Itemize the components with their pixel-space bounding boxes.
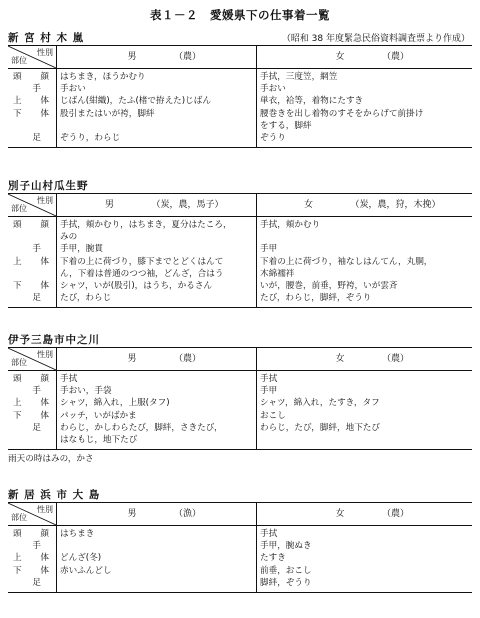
part-label-first: 頭 bbox=[13, 220, 22, 230]
male-label: 男 bbox=[127, 508, 137, 519]
diagonal-header bbox=[8, 194, 56, 216]
body-row bbox=[8, 217, 472, 308]
part-label-first: 上 bbox=[13, 256, 22, 267]
male-text-line: 股引またはいが袴，脚絆 bbox=[60, 108, 155, 119]
body-row bbox=[8, 526, 472, 593]
female-text-line: たび，わらじ，脚絆，ぞうり bbox=[260, 293, 372, 304]
part-label-first: 上 bbox=[13, 96, 22, 107]
male-text-line: 手拭，頬かむり，はちまき，夏分はたころ， bbox=[60, 220, 232, 230]
female-occupation: （農） bbox=[381, 508, 409, 519]
part-label-first: 下 bbox=[13, 410, 22, 421]
male-text-line: 手おい bbox=[60, 84, 86, 95]
male-block bbox=[60, 577, 253, 589]
section-3 bbox=[8, 332, 472, 464]
part-label-second: 体 bbox=[40, 553, 49, 564]
female-block bbox=[260, 132, 469, 144]
female-block bbox=[260, 243, 469, 255]
male-block bbox=[60, 243, 253, 255]
part-block bbox=[11, 528, 53, 540]
female-block bbox=[260, 373, 469, 385]
male-occupation: （農） bbox=[173, 353, 201, 364]
male-occupation: （漁） bbox=[173, 508, 201, 519]
male-block bbox=[60, 373, 253, 385]
female-column bbox=[257, 526, 473, 593]
part-label-first: 下 bbox=[13, 280, 22, 291]
part-label-second: 体 bbox=[40, 565, 49, 576]
section-heading bbox=[8, 30, 472, 45]
corner-sex-label: 性別 bbox=[37, 48, 53, 57]
male-label: 男 bbox=[104, 199, 114, 210]
part-block bbox=[11, 95, 53, 107]
female-label: 女 bbox=[303, 199, 313, 210]
female-block bbox=[260, 256, 469, 280]
female-text-line: たすき bbox=[260, 553, 286, 564]
section-location: 伊予三島市中之川 bbox=[8, 334, 100, 346]
female-text-line: 腰巻きを出し着物のすそをからげて前掛け bbox=[260, 108, 424, 119]
part-label: 手 bbox=[32, 386, 41, 397]
male-column-header bbox=[57, 503, 257, 526]
part-label bbox=[11, 280, 53, 292]
corner-sex-label: 性別 bbox=[37, 196, 53, 205]
male-text-line: はちまき，ほうかむり bbox=[60, 72, 146, 82]
female-block bbox=[260, 385, 469, 397]
male-occupation: （農） bbox=[173, 51, 201, 62]
male-text-line: わらじ，かしわらたび，脚絆，さきたび， bbox=[60, 422, 223, 433]
male-text-line: 赤いふんどし bbox=[60, 565, 112, 576]
male-block bbox=[60, 397, 253, 409]
female-column-header bbox=[257, 46, 473, 69]
section-location: 新 宮 村 木 嵐 bbox=[8, 32, 85, 44]
part-label bbox=[11, 410, 53, 422]
part-block bbox=[11, 83, 53, 95]
part-block bbox=[11, 552, 53, 564]
male-block bbox=[60, 108, 253, 132]
male-block bbox=[60, 292, 253, 304]
part-label-second: 体 bbox=[40, 398, 49, 409]
male-block bbox=[60, 95, 253, 107]
female-text-line: 手甲，腕ぬき bbox=[260, 541, 312, 552]
corner-cell bbox=[8, 46, 57, 69]
section-location: 別子山村瓜生野 bbox=[8, 180, 89, 192]
female-block bbox=[260, 280, 469, 292]
female-text-line: わらじ，たび，脚絆，地下たび bbox=[260, 422, 380, 433]
male-column-header bbox=[57, 194, 257, 217]
female-occupation: （炭，農，狩，木挽） bbox=[350, 199, 441, 210]
part-block bbox=[11, 71, 53, 83]
part-label-second: 顔 bbox=[40, 529, 49, 539]
part-label bbox=[11, 528, 53, 540]
part-label-first: 下 bbox=[13, 108, 22, 119]
part-label-second: 体 bbox=[40, 96, 49, 107]
part-label bbox=[11, 397, 53, 409]
female-text-line: 手拭 bbox=[260, 529, 278, 539]
header-row bbox=[8, 503, 472, 526]
female-block bbox=[260, 565, 469, 577]
male-text-line: 手甲，腕貫 bbox=[60, 244, 103, 255]
male-text-line: ん，下着は普通のつつ袖，どんざ，合はう bbox=[60, 268, 224, 279]
part-block bbox=[11, 292, 53, 304]
male-column-header bbox=[57, 348, 257, 371]
part-column bbox=[8, 371, 57, 450]
female-text-line: いが，腰巻，前垂，野袴，いが雲斉 bbox=[260, 280, 398, 291]
part-column bbox=[8, 69, 57, 148]
female-text-line: 手甲 bbox=[260, 386, 278, 397]
female-occupation: （農） bbox=[381, 51, 409, 62]
male-text-line: ぞうり，わらじ bbox=[60, 132, 121, 143]
section-4 bbox=[8, 487, 472, 593]
part-label: 手 bbox=[32, 541, 41, 552]
female-text-line: 前垂，おこし bbox=[260, 565, 312, 576]
part-label-second: 顔 bbox=[40, 220, 49, 230]
male-text-line: みの bbox=[60, 232, 78, 243]
female-text-line: 手おい bbox=[260, 84, 286, 95]
female-block bbox=[260, 577, 469, 589]
female-block bbox=[260, 292, 469, 304]
corner-cell bbox=[8, 348, 57, 371]
part-block bbox=[11, 397, 53, 409]
part-label-first: 頭 bbox=[13, 72, 22, 82]
female-block bbox=[260, 397, 469, 409]
female-block bbox=[260, 71, 469, 83]
part-label bbox=[11, 108, 53, 120]
section-2 bbox=[8, 178, 472, 308]
male-block bbox=[60, 552, 253, 564]
female-text-line: 手甲 bbox=[260, 244, 278, 255]
female-label: 女 bbox=[335, 353, 345, 364]
male-text-line: シャツ，綿入れ，上服(タフ) bbox=[60, 398, 170, 409]
female-column-header bbox=[257, 503, 473, 526]
clothing-table bbox=[8, 347, 472, 450]
part-label-second: 顔 bbox=[40, 72, 49, 82]
male-text-line: じばん(紺織)，たふ(楮で拵えた)じばん bbox=[60, 96, 211, 107]
part-block bbox=[11, 410, 53, 422]
part-label: 足 bbox=[32, 577, 41, 588]
male-text-line: はちまき bbox=[60, 529, 95, 539]
table-title: 表１－２ 愛媛県下の仕事着一覧 bbox=[150, 8, 330, 22]
male-column-header bbox=[57, 46, 257, 69]
female-text-line: ぞうり bbox=[260, 132, 286, 143]
part-block bbox=[11, 256, 53, 280]
female-column-header bbox=[257, 194, 473, 217]
part-block bbox=[11, 280, 53, 292]
female-column bbox=[257, 371, 473, 450]
female-block bbox=[260, 219, 469, 243]
female-column-header bbox=[257, 348, 473, 371]
male-text-line: 下着の上に荷づり，膝下までとどくはんて bbox=[60, 256, 224, 267]
female-occupation: （農） bbox=[381, 353, 409, 364]
part-label: 足 bbox=[32, 422, 41, 433]
male-text-line: たび，わらじ bbox=[60, 293, 112, 304]
male-occupation: （炭，農，馬子） bbox=[151, 199, 224, 210]
section-1 bbox=[8, 30, 472, 148]
male-block bbox=[60, 132, 253, 144]
part-block bbox=[11, 132, 53, 144]
male-block bbox=[60, 219, 253, 243]
female-column bbox=[257, 217, 473, 308]
part-label-second: 体 bbox=[40, 108, 49, 119]
part-block bbox=[11, 243, 53, 255]
male-column bbox=[57, 371, 257, 450]
part-label-first: 上 bbox=[13, 553, 22, 564]
female-block bbox=[260, 422, 469, 446]
male-text-line: 手おい，手袋 bbox=[60, 386, 112, 397]
female-label: 女 bbox=[335, 508, 345, 519]
part-label bbox=[11, 71, 53, 83]
part-label-second: 顔 bbox=[40, 374, 49, 384]
corner-sex-label: 性別 bbox=[37, 350, 53, 359]
part-label: 手 bbox=[32, 244, 41, 255]
female-block bbox=[260, 528, 469, 540]
part-block bbox=[11, 108, 53, 132]
female-block bbox=[260, 83, 469, 95]
female-block bbox=[260, 95, 469, 107]
part-label: 手 bbox=[32, 84, 41, 95]
male-column bbox=[57, 69, 257, 148]
part-block bbox=[11, 565, 53, 577]
female-text-line: 手拭，三度笠，網笠 bbox=[260, 72, 338, 82]
corner-cell bbox=[8, 503, 57, 526]
male-block bbox=[60, 71, 253, 83]
female-text-line: 下着の上に荷づり，袖なしはんてん，丸胴， bbox=[260, 256, 433, 267]
female-block bbox=[260, 540, 469, 552]
male-column bbox=[57, 526, 257, 593]
diagonal-header bbox=[8, 348, 56, 370]
female-block bbox=[260, 552, 469, 564]
corner-sex-label: 性別 bbox=[37, 505, 53, 514]
part-label-second: 体 bbox=[40, 256, 49, 267]
section-heading bbox=[8, 332, 472, 347]
male-label: 男 bbox=[127, 51, 137, 62]
female-text-line: 木綿襦袢 bbox=[260, 268, 295, 279]
male-block bbox=[60, 385, 253, 397]
female-text-line: をする，脚絆 bbox=[260, 120, 312, 131]
female-text-line: 脚絆，ぞうり bbox=[260, 577, 312, 588]
clothing-table bbox=[8, 193, 472, 308]
male-label: 男 bbox=[127, 353, 137, 364]
part-label bbox=[11, 373, 53, 385]
corner-part-label: 部位 bbox=[11, 55, 27, 65]
male-text-line: パッチ，いがばかま bbox=[60, 410, 137, 421]
part-label-second: 体 bbox=[40, 410, 49, 421]
corner-part-label: 部位 bbox=[11, 357, 27, 367]
part-block bbox=[11, 385, 53, 397]
male-block bbox=[60, 565, 253, 577]
section-location: 新 居 浜 市 大 島 bbox=[8, 489, 101, 501]
part-label-first: 上 bbox=[13, 398, 22, 409]
part-label-first: 頭 bbox=[13, 374, 22, 384]
male-text-line: シャツ，いが(股引)，はうち，かるさん bbox=[60, 280, 213, 291]
male-block bbox=[60, 83, 253, 95]
female-text-line: 単衣，袷等，着物にたすき bbox=[260, 96, 364, 107]
male-block bbox=[60, 280, 253, 292]
part-block bbox=[11, 373, 53, 385]
part-label-first: 頭 bbox=[13, 529, 22, 539]
header-row bbox=[8, 46, 472, 69]
header-row bbox=[8, 194, 472, 217]
male-text-line: はなもじ，地下たび bbox=[60, 434, 138, 445]
body-row bbox=[8, 371, 472, 450]
body-row bbox=[8, 69, 472, 148]
part-column bbox=[8, 526, 57, 593]
section-footnote: 雨天の時はみの，かさ bbox=[8, 454, 94, 465]
male-block bbox=[60, 422, 253, 446]
female-text-line: 手拭，頬かむり bbox=[260, 220, 321, 230]
part-label: 足 bbox=[32, 293, 41, 304]
part-column bbox=[8, 217, 57, 308]
corner-part-label: 部位 bbox=[11, 203, 27, 213]
section-source-note: （昭和 38 年度緊急民俗資料調査票より作成） bbox=[281, 34, 470, 44]
male-block bbox=[60, 528, 253, 540]
corner-cell bbox=[8, 194, 57, 217]
male-text-line: どんざ(冬) bbox=[60, 553, 102, 564]
part-block bbox=[11, 540, 53, 552]
female-column bbox=[257, 69, 473, 148]
diagonal-header bbox=[8, 46, 56, 68]
male-column bbox=[57, 217, 257, 308]
clothing-table bbox=[8, 502, 472, 593]
male-block bbox=[60, 410, 253, 422]
male-block bbox=[60, 540, 253, 552]
section-heading bbox=[8, 178, 472, 193]
header-row bbox=[8, 348, 472, 371]
part-label bbox=[11, 256, 53, 268]
male-text-line: 手拭 bbox=[60, 374, 78, 384]
female-block bbox=[260, 410, 469, 422]
part-block bbox=[11, 577, 53, 589]
female-text-line: シャツ，綿入れ，たすき，タフ bbox=[260, 398, 380, 409]
diagonal-header bbox=[8, 503, 56, 525]
part-label-first: 下 bbox=[13, 565, 22, 576]
female-text-line: 手拭 bbox=[260, 374, 278, 384]
corner-part-label: 部位 bbox=[11, 512, 27, 522]
part-label: 足 bbox=[32, 132, 41, 143]
part-block bbox=[11, 422, 53, 446]
female-block bbox=[260, 108, 469, 132]
part-label bbox=[11, 565, 53, 577]
section-heading bbox=[8, 487, 472, 502]
part-block bbox=[11, 219, 53, 243]
part-label-second: 体 bbox=[40, 280, 49, 291]
clothing-table bbox=[8, 45, 472, 148]
female-text-line: おこし bbox=[260, 410, 286, 421]
female-label: 女 bbox=[335, 51, 345, 62]
part-label bbox=[11, 552, 53, 564]
part-label bbox=[11, 95, 53, 107]
part-label bbox=[11, 219, 53, 231]
male-block bbox=[60, 256, 253, 280]
